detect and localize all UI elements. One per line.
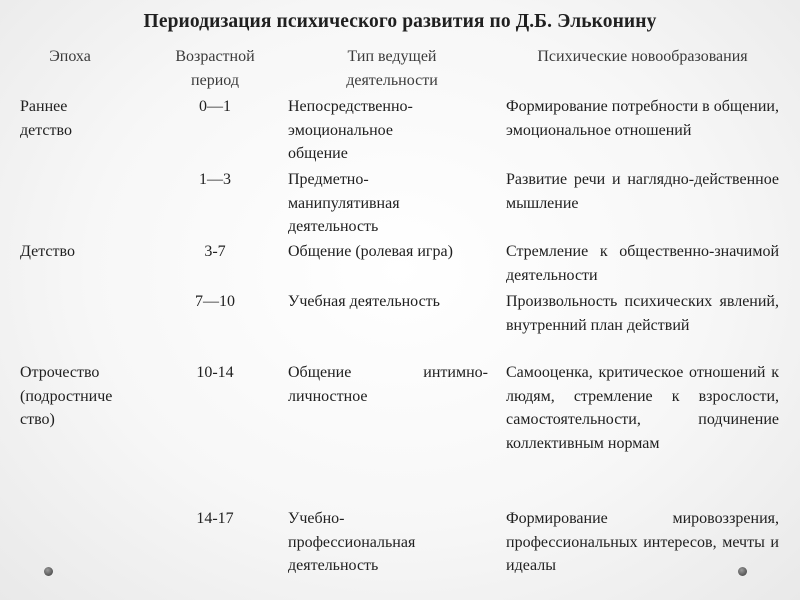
table-cell-period: 14-17 xyxy=(196,510,234,527)
table-cell-activity: Предметно- манипулятивная деятельность xyxy=(288,171,400,235)
table-cell-activity: Общение интимно-личностное xyxy=(288,364,488,405)
column-header-activity: Тип ведущей деятельности xyxy=(346,48,438,89)
table-cell-era: Детство xyxy=(20,243,75,260)
table-cell-activity: Учебно- профессиональная деятельность xyxy=(288,510,416,574)
table-cell-neoformation: Самооценка, критическое отношений к людям, стремление к взрослости, самостоятельности, подчинение коллективным нормам xyxy=(506,364,779,452)
table-cell-period: 7—10 xyxy=(195,293,235,310)
table-cell-activity: Учебная деятельность xyxy=(288,293,440,310)
page-title: Периодизация психического развития по Д.Б. Эльконину xyxy=(143,11,657,32)
column-header-period: Возрастной период xyxy=(175,48,255,89)
table-cell-neoformation: Стремление к общественно-значимой деятельности xyxy=(506,243,779,284)
table-cell-activity: Непосредственно- эмоциональное общение xyxy=(288,98,413,162)
slide-decoration-dot-left xyxy=(44,567,53,576)
table-cell-period: 10-14 xyxy=(196,364,234,381)
table-cell-neoformation: Формирование мировоззрения, профессиональных интересов, мечты и идеалы xyxy=(506,510,779,574)
column-header-era: Эпоха xyxy=(49,48,91,65)
table-cell-period: 1—3 xyxy=(199,171,231,188)
table-cell-period: 0—1 xyxy=(199,98,231,115)
table-cell-neoformation: Формирование потребности в общении, эмоциональное отношений xyxy=(506,98,779,139)
table-cell-era: Отрочество (подростниче ство) xyxy=(20,364,113,428)
table-cell-activity: Общение (ролевая игра) xyxy=(288,243,453,260)
table-cell-neoformation: Развитие речи и наглядно-действенное мышление xyxy=(506,171,779,212)
table-cell-era: Раннее детство xyxy=(20,98,72,139)
slide-decoration-dot-right xyxy=(738,567,747,576)
table-cell-period: 3-7 xyxy=(204,243,226,260)
table-cell-neoformation: Произвольность психических явлений, внутренний план действий xyxy=(506,293,779,334)
column-header-neoformation: Психические новообразования xyxy=(537,48,748,65)
